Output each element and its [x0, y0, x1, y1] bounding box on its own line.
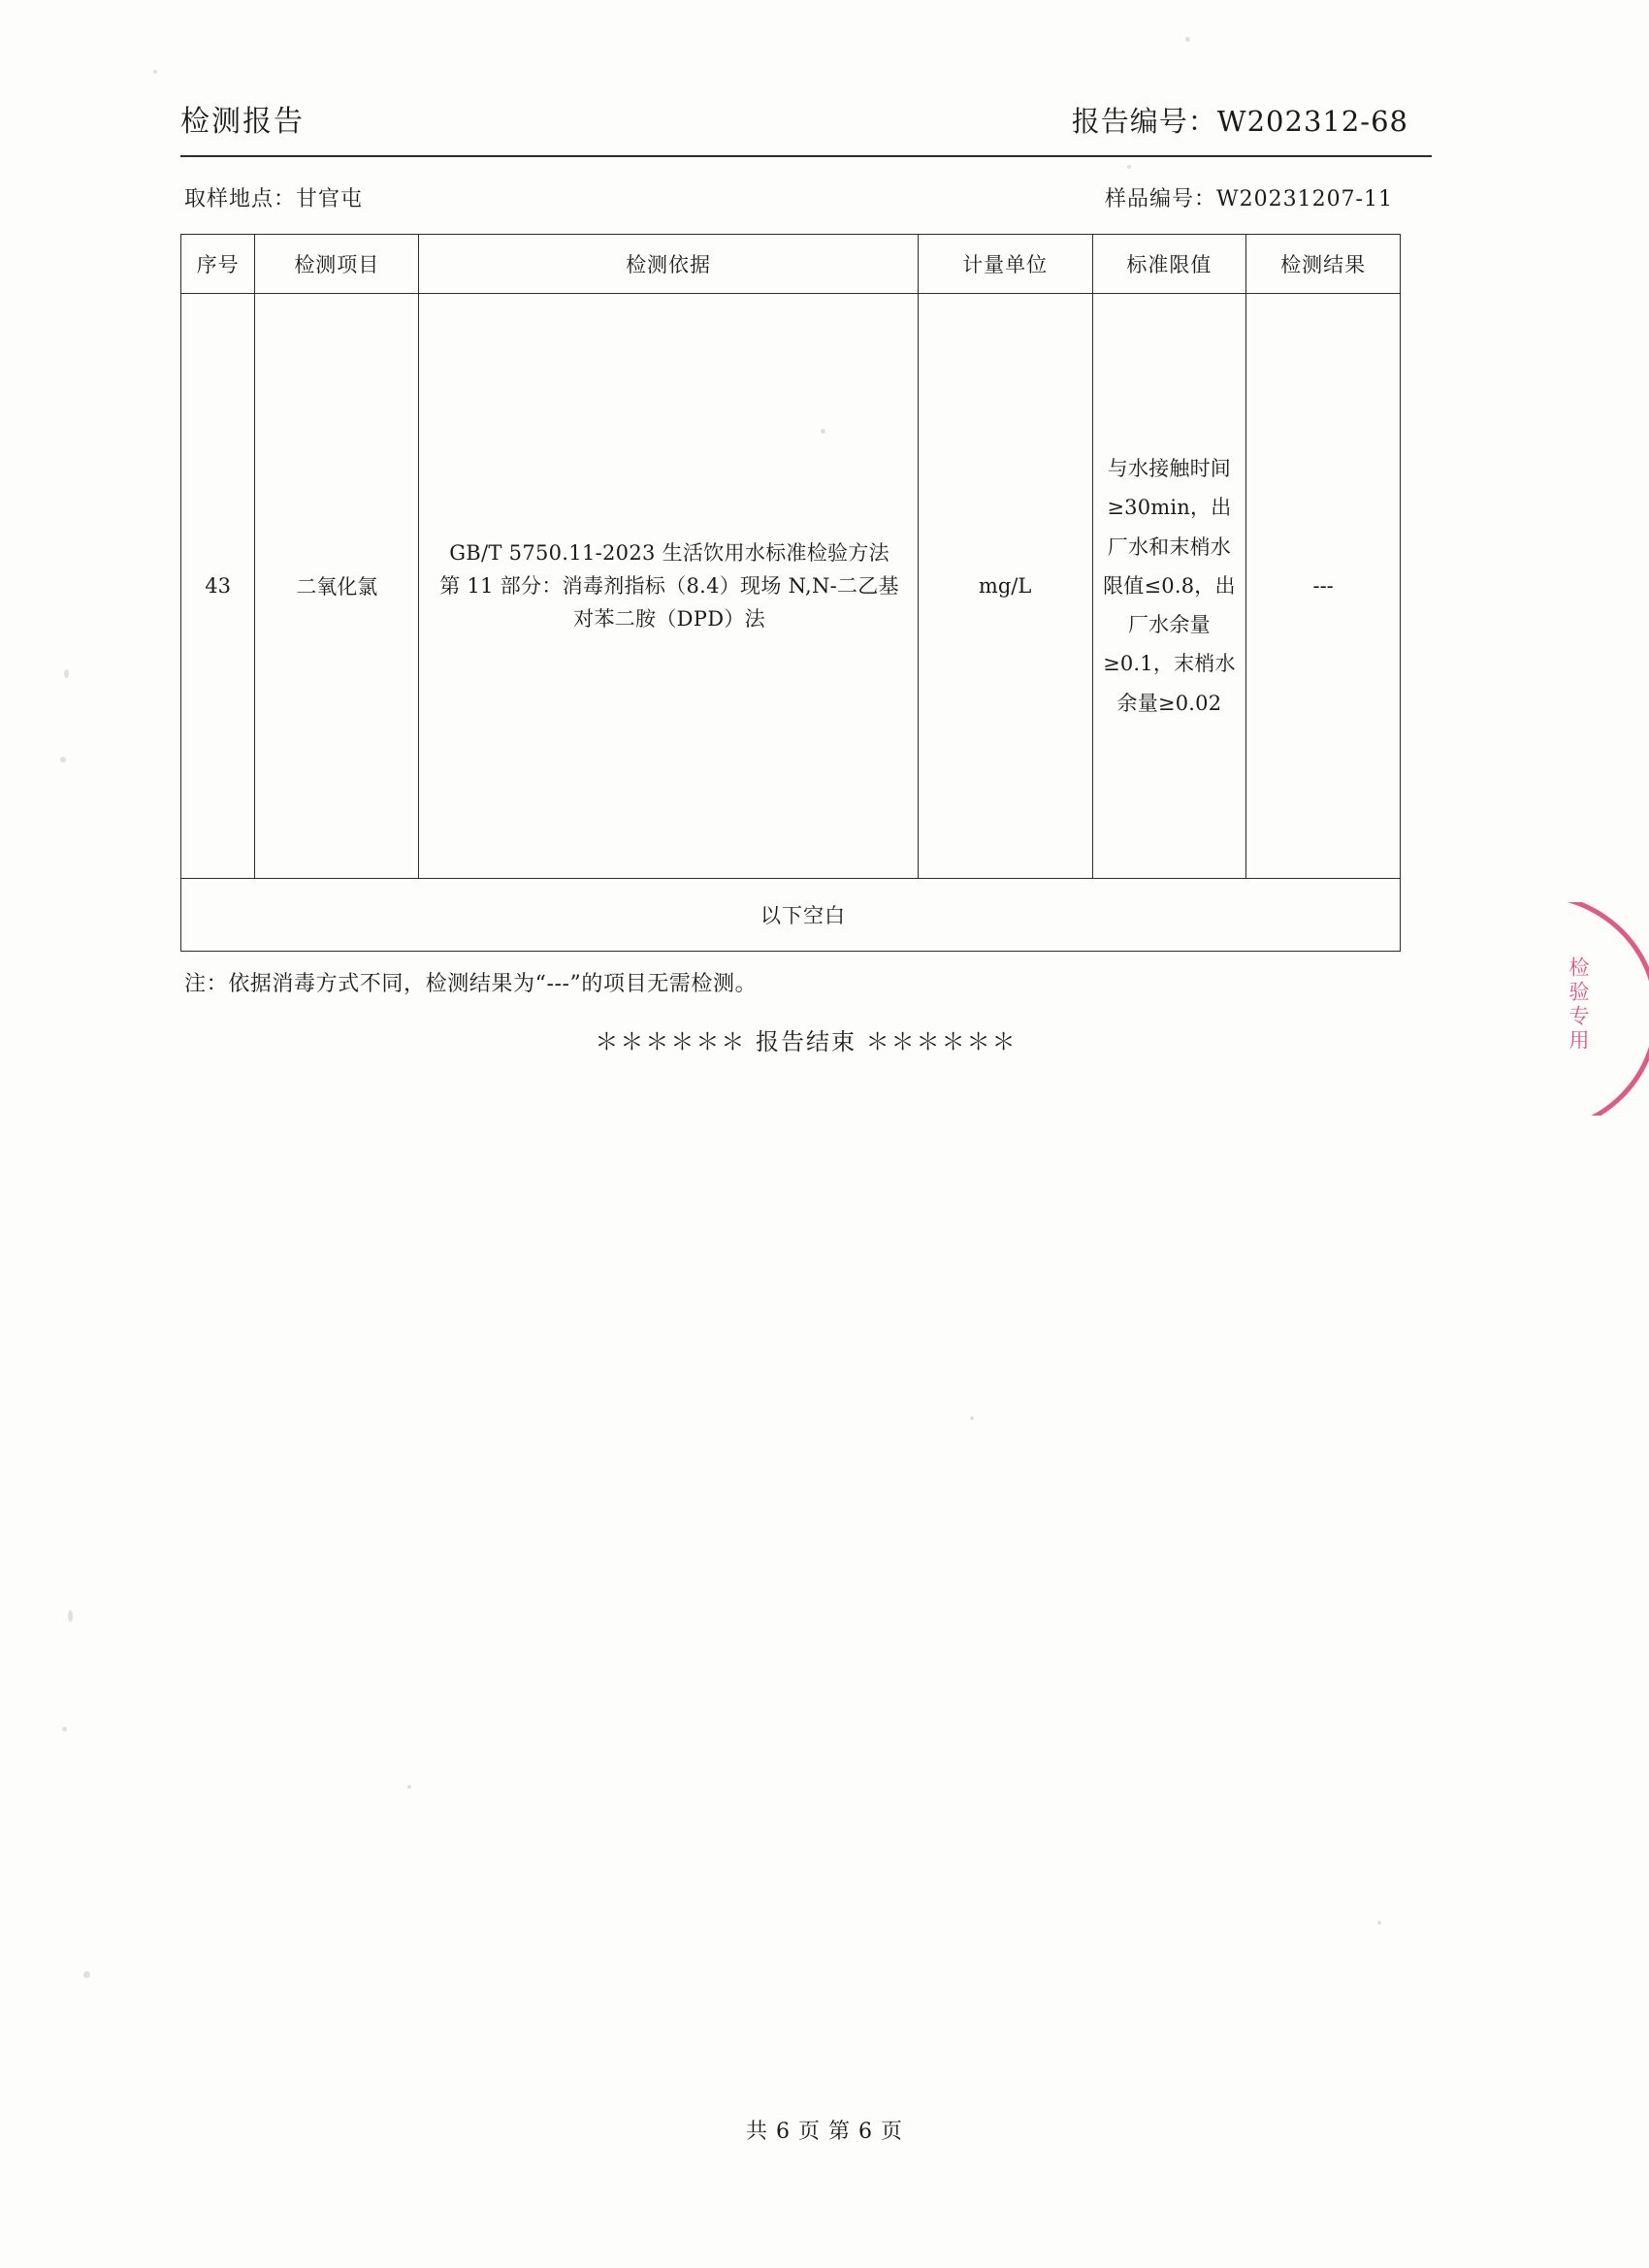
cell-no: 43: [181, 294, 255, 879]
scan-speckle: [68, 1610, 73, 1622]
scan-speckle: [407, 1785, 411, 1789]
page-title: 检测报告: [180, 105, 305, 139]
scan-speckle: [153, 70, 157, 74]
report-end-mark: ＊＊＊＊＊＊ 报告结束 ＊＊＊＊＊＊: [595, 1028, 1018, 1055]
scan-speckle: [62, 1727, 67, 1732]
scan-speckle: [1377, 1921, 1381, 1925]
scan-speckle: [60, 757, 66, 762]
column-header-basis: 检测依据: [419, 235, 918, 294]
scan-speckle: [970, 1416, 974, 1420]
cell-basis: GB/T 5750.11-2023 生活饮用水标准检验方法 第 11 部分：消毒剂指标（8.4）现场 N,N-二乙基对苯二胺（DPD）法: [419, 294, 918, 879]
column-header-no: 序号: [181, 235, 255, 294]
results-table: [180, 234, 1401, 952]
blank-row-label: 以下空白: [181, 879, 1401, 952]
table-header-row: [181, 235, 1401, 294]
sample-number: 样品编号：W20231207-11: [1104, 187, 1393, 211]
scan-speckle: [1185, 37, 1190, 42]
document-body: [180, 97, 1432, 1056]
page-footer: 共 6 页 第 6 页: [746, 2120, 903, 2144]
report-number: [1072, 100, 1432, 140]
table-blank-row: [181, 879, 1401, 952]
header-divider: [180, 155, 1432, 157]
stamp-ring: [1542, 902, 1649, 1116]
table-row: [181, 294, 1401, 879]
scan-speckle: [83, 1971, 90, 1978]
column-header-item: 检测项目: [255, 235, 419, 294]
sample-info-row: [180, 182, 1432, 212]
column-header-limit: 标准限值: [1092, 235, 1246, 294]
sampling-site: 取样地点：甘官屯: [184, 187, 364, 211]
report-number-label: 报告编号：: [1071, 105, 1217, 138]
cell-result: ---: [1246, 294, 1401, 879]
column-header-result: 检测结果: [1246, 235, 1401, 294]
cell-item: 二氧化氯: [255, 294, 419, 879]
scan-speckle: [64, 669, 69, 678]
cell-limit: 与水接触时间≥30min，出厂水和末梢水限值≤0.8，出厂水余量≥0.1，末梢水余量≥0.02: [1092, 294, 1246, 879]
column-header-unit: 计量单位: [918, 235, 1092, 294]
cell-unit: mg/L: [918, 294, 1092, 879]
report-number-value: W202312-68: [1216, 105, 1408, 138]
stamp-text: 检验专用: [1567, 956, 1590, 1053]
official-stamp-icon: [1542, 902, 1649, 1116]
document-header: [180, 97, 1432, 153]
table-note: 注：依据消毒方式不同，检测结果为“---”的项目无需检测。: [184, 972, 758, 996]
